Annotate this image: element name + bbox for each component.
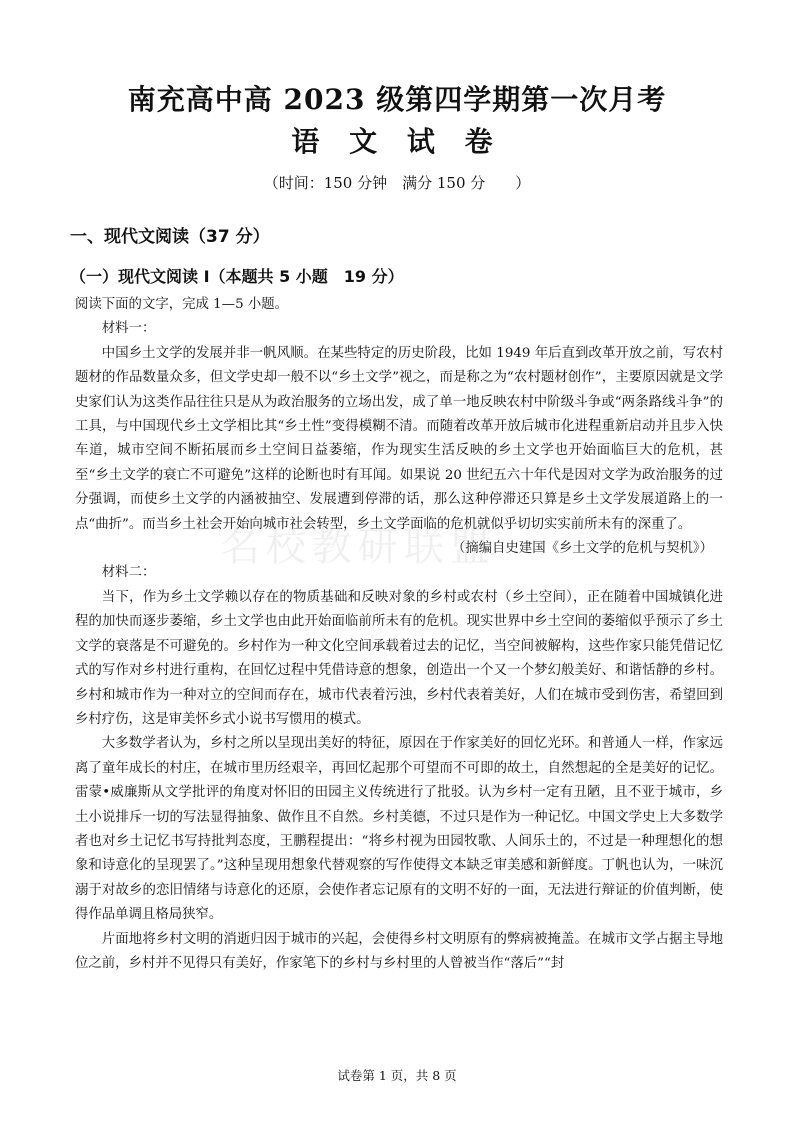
page-footer: 试卷第 1 页，共 8 页 xyxy=(337,1068,457,1083)
material2-paragraph-2: 大多数学者认为，乡村之所以呈现出美好的特征，原因在于作家美好的回忆光环。和普通人一样，作家远离了童年成长的村庄，在城市里历经艰辛，再回忆起那个可望而不可即的故土，自然想起的全是美好的记忆。雷蒙•威廉斯从文学批评的角度对怀旧的田园主义传统进行了批驳。认为乡村一定有丑陋，且不亚于城市，乡土小说排斥一切的写法显得抽象、做作且不自然。乡村美德，不过只是作为一种记忆。中国文学史上大多数学者也对乡土记忆书写持批判态度，王鹏程提出：“将乡村视为田园牧歌、人间乐土的，不过是一种理想化的想象和诗意化的呈现罢了。”这种呈现用想象代替观察的写作使得文本缺乏审美感和新鲜度。丁帆也认为，一味沉溺于对故乡的恋旧情绪与诗意化的还原，会使作者忘记原有的文明不好的一面，无法进行辩证的价值判断，使得作品单调且格局狭窄。 xyxy=(75,736,723,923)
material1-paragraph: 中国乡土文学的发展并非一帆风顺。在某些特定的历史阶段，比如 1949 年后直到改革开放之前，写农村题材的作品数量众多，但文学史却一般不以“乡土文学”视之，而是称之为“农村题材创作”，主要原因就是文学史家们认为这类作品往往只是从为政治服务的立场出发，成了单一地反映农村中阶级斗争或“两条路线斗争”的工具，与中国现代乡土文学相比其“乡土性”变得模糊不清。而随着改革开放后城市化进程重新启动并且步入快车道，城市空间不断拓展而乡土空间日益萎缩，作为现实生活反映的乡土文学也开始面临巨大的危机，甚至“乡土文学的衰亡不可避免”这样的论断也时有耳闻。如果说 20 世纪五六十年代是因对文学为政治服务的过分强调，而使乡土文学的内涵被抽空、发展遭到停滞的话，那么这种停滞还只算是乡土文学发展道路上的一点“曲折”。而当乡土社会开始向城市社会转型，乡土文学面临的危机就似乎切切实实前所未有的深重了。 xyxy=(75,345,723,532)
reading-text xyxy=(75,293,723,976)
exam-subject: 语 文 试 卷 xyxy=(291,125,503,158)
material2-paragraph-1: 当下，作为乡土文学赖以存在的物质基础和反映对象的乡村或农村（乡土空间），正在随着中国城镇化进程的加快而逐步萎缩，乡土文学也由此开始面临前所未有的危机。现实世界中乡土空间的萎缩似乎预示了乡土文学的衰落是不可避免的。乡村作为一种文化空间承载着过去的记忆，当空间被解构，这些作家只能凭借记忆式的写作对乡村进行重构，在回忆过程中凭借诗意的想象，创造出一个又一个梦幻般美好、和谐恬静的乡村。乡村和城市作为一种对立的空间而存在，城市代表着污浊，乡村代表着美好，人们在城市受到伤害，希望回到乡村疗伤，这是审美怀乡式小说书写惯用的模式。 xyxy=(75,589,723,727)
section-heading: 一、现代文阅读（37 分） xyxy=(70,227,270,247)
material2-paragraph-3: 片面地将乡村文明的消逝归因于城市的兴起，会使得乡村文明原有的弊病被掩盖。在城市文学占据主导地位之前，乡村并不见得只有美好，作家笔下的乡村与乡村里的人曾被当作“落后”“封 xyxy=(75,931,723,971)
material1-source: （摘编自史建国《乡土文学的危机与契机》） xyxy=(451,541,713,557)
instruction-text: 阅读下面的文字，完成 1—5 小题。 xyxy=(75,297,289,312)
material2-label: 材料二： xyxy=(101,565,156,581)
exam-title: 南充高中高 2023 级第四学期第一次月考 xyxy=(127,83,667,116)
section-subheading: （一）现代文阅读 I（本题共 5 小题 19 分） xyxy=(70,267,404,286)
exam-info: （时间：150 分钟 满分 150 分 ） xyxy=(263,174,531,192)
watermark: 名校教研联盟 xyxy=(220,524,496,570)
material1-label: 材料一： xyxy=(101,321,156,337)
